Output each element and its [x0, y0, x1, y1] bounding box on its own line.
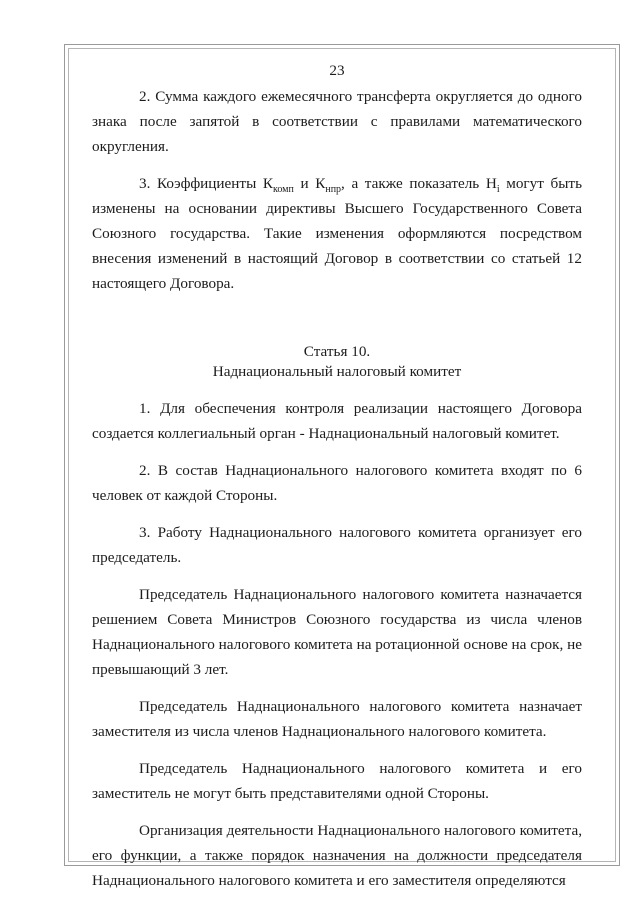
article-paragraph: Председатель Наднационального налогового комитета и его заместитель не могут быть представителями одной Стороны. — [92, 760, 582, 802]
paragraph-2: 2. Сумма каждого ежемесячного трансферта округляется до одного знака после запятой в соответствии с правилами математического округления. — [92, 88, 582, 155]
article-paragraph: Председатель Наднационального налогового комитета назначает заместителя из числа членов Наднационального налогового комитета. — [92, 698, 582, 740]
coefficient-subscript-npr: нпр — [325, 184, 342, 196]
article-number: Статья 10. — [303, 343, 371, 360]
article-paragraph: Председатель Наднационального налогового комитета назначается решением Совета Министров Союзного государства из числа членов Наднационального налогового комитета на ротационной основе на срок, не превышающий 3 лет. — [92, 586, 582, 678]
paragraph-3-text-mid: и К — [293, 175, 326, 192]
paragraph-3-text-end: могут быть изменены на основании директивы Высшего Государственного Совета Союзного государства. Такие изменения оформляются посредством внесения изменений в настоящий Договор в соответствии со статьей 12 настоящего Договора. — [92, 175, 582, 292]
page-number: 23 — [329, 62, 345, 79]
article-paragraph: 1. Для обеспечения контроля реализации настоящего Договора создается коллегиальный орган - Наднациональный налоговый комитет. — [92, 400, 582, 442]
indicator-subscript-i: i — [496, 184, 500, 196]
article-paragraph: 3. Работу Наднационального налогового комитета организует его председатель. — [92, 524, 582, 566]
paragraph-3 — [92, 171, 582, 296]
paragraph-3-text-start: 3. Коэффициенты К — [139, 175, 274, 192]
page-content — [92, 58, 582, 905]
paragraph-3-text-mid2: , а также показатель Н — [341, 175, 497, 192]
article-paragraph: 2. В состав Наднационального налогового комитета входят по 6 человек от каждой Стороны. — [92, 462, 582, 504]
coefficient-subscript-komp: комп — [273, 184, 294, 196]
article-header — [92, 342, 582, 382]
article-title: Наднациональный налоговый комитет — [212, 363, 462, 380]
article-paragraph: Организация деятельности Наднационального налогового комитета, его функции, а также порядок назначения на должности председателя Наднационального налогового комитета и его заместителя определяются — [92, 822, 582, 889]
